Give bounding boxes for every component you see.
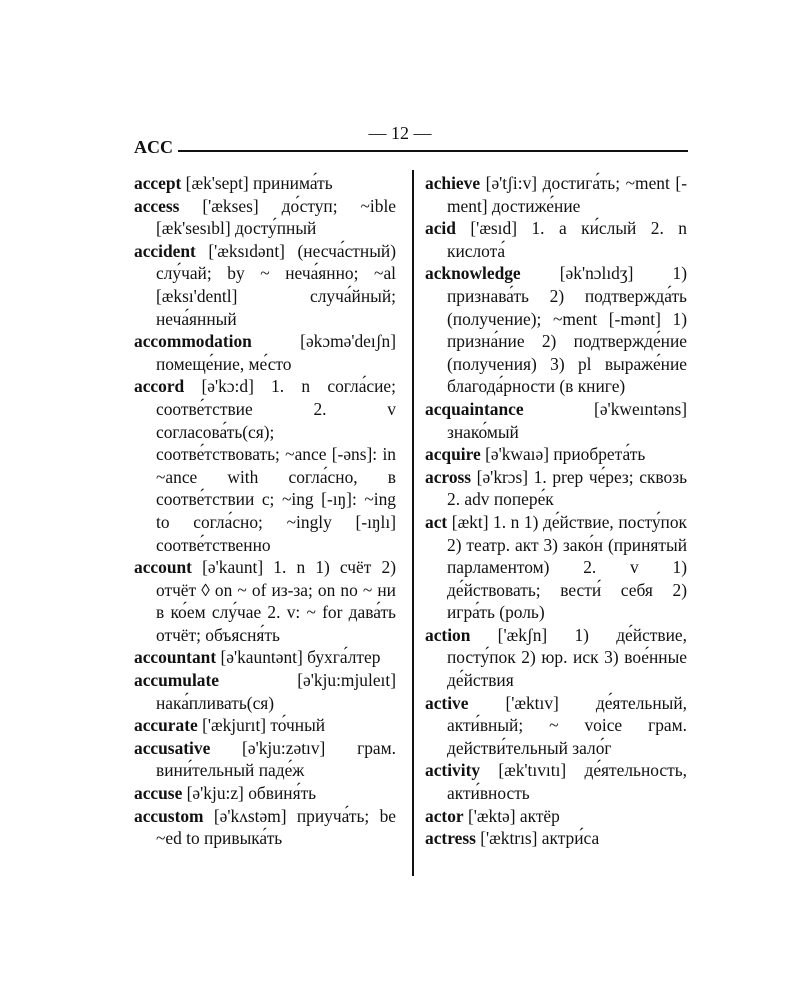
entry-definition: [ə'kauntənt] бухга́лтер <box>216 647 381 668</box>
dictionary-entry <box>425 624 687 692</box>
entry-headword: acknowledge <box>425 263 521 284</box>
dictionary-entry <box>134 737 396 782</box>
entry-definition: ['æsıd] 1. a ки́слый 2. n кислота́ <box>447 218 687 261</box>
dictionary-entry <box>134 556 396 646</box>
entry-headword: accuse <box>134 783 183 804</box>
entry-definition: ['ækses] до́ступ; ~ible [æk'sesıbl] досту́пный <box>156 195 396 239</box>
entry-definition: [ækt] 1. n 1) де́йствие, посту́пок 2) театр. акт 3) зако́н (принятый парламентом) 2. v 1) де́йствовать; вести́ себя 2) игра́ть (роль) <box>447 511 687 623</box>
entry-headword: accord <box>134 376 185 397</box>
header-rule <box>178 150 688 152</box>
entry-definition: ['æktrıs] актри́са <box>475 828 600 849</box>
dictionary-entry <box>425 827 687 850</box>
dictionary-entry <box>425 262 687 398</box>
dictionary-entry <box>134 714 396 737</box>
entry-definition: ['æktə] актёр <box>463 805 560 826</box>
entry-definition: ['ækjurıt] то́чный <box>197 715 326 736</box>
entry-headword: acid <box>425 218 456 239</box>
entry-definition: [əkɔmə'deıʃn] помеще́ние, ме́сто <box>156 331 396 374</box>
entry-headword: active <box>425 692 469 713</box>
left-column <box>134 172 396 850</box>
dictionary-entry <box>134 805 396 850</box>
entry-definition: [ək'nɔlıdʒ] 1) признава́ть 2) подтвержда́ть (получение); ~ment [-mənt] 1) призна́ние 2) подтвержде́ние (получения) 3) pl выраже́ние благода́рности (в книге) <box>447 263 687 397</box>
entry-headword: activity <box>425 760 481 781</box>
entry-headword: across <box>425 466 472 487</box>
entry-definition: [ə'kju:zətıv] грам. вини́тельный паде́ж <box>156 737 396 781</box>
dictionary-entry <box>134 172 396 195</box>
entry-headword: acquire <box>425 444 481 465</box>
dictionary-entry <box>134 782 396 805</box>
dictionary-entry <box>425 805 687 828</box>
dictionary-entry <box>134 669 396 714</box>
entry-definition: [ə'kʌstəm] приуча́ть; be ~ed to привыка́ть <box>156 805 396 849</box>
entry-headword: accumulate <box>134 670 220 691</box>
entry-headword: account <box>134 557 192 578</box>
entry-definition: ['ækʃn] 1) де́йствие, посту́пок 2) юр. иск 3) вое́нные де́йствия <box>447 624 687 691</box>
entry-definition: [æk'sept] принима́ть <box>181 173 333 193</box>
entry-definition: ['æksıdənt] (несча́стный) слу́чай; by ~ неча́янно; ~al [æksı'dentl] случа́йный; неча́янный <box>156 240 396 329</box>
entry-definition: [ə'kwaıə] приобрета́ть <box>480 444 646 465</box>
entry-headword: accommodation <box>134 331 252 352</box>
dictionary-entry <box>425 217 687 262</box>
running-header: ACC <box>134 137 173 157</box>
entry-headword: accountant <box>134 647 217 668</box>
page-number: — 12 — <box>368 123 432 143</box>
entry-headword: accusative <box>134 737 211 758</box>
entry-headword: actor <box>425 805 464 826</box>
entry-definition: [ə'krɔs] 1. prep че́рез; сквозь 2. adv попере́к <box>447 466 687 510</box>
dictionary-entry <box>134 330 396 375</box>
entry-headword: acquaintance <box>425 398 524 419</box>
entry-definition: [ə'kweıntəns] знако́мый <box>447 398 687 442</box>
dictionary-entry <box>425 511 687 624</box>
entry-headword: accident <box>134 240 196 261</box>
entry-definition: [ə'kju:mjuleıt] нака́пливать(ся) <box>156 670 396 713</box>
entry-definition: [ə'kju:z] обвиня́ть <box>182 783 317 804</box>
dictionary-entry <box>425 443 687 466</box>
entry-headword: achieve <box>425 173 481 193</box>
entry-headword: action <box>425 624 471 645</box>
dictionary-entry <box>134 375 396 556</box>
dictionary-entry <box>134 240 396 330</box>
entry-headword: access <box>134 195 180 216</box>
dictionary-entry <box>425 172 687 217</box>
entry-definition: ['æktıv] де́ятельный, акти́вный; ~ voice грам. действи́тельный зало́г <box>447 692 687 758</box>
dictionary-entry <box>134 646 396 669</box>
dictionary-entry <box>425 466 687 511</box>
dictionary-entry <box>425 759 687 804</box>
right-column <box>425 172 687 850</box>
column-divider <box>412 170 414 876</box>
entry-definition: [æk'tıvıtı] де́ятельность, акти́вность <box>447 760 687 804</box>
dictionary-entry <box>134 195 396 240</box>
dictionary-entry <box>425 692 687 760</box>
entry-headword: act <box>425 511 448 532</box>
dictionary-entry <box>425 398 687 443</box>
entry-definition: [ə'tʃi:v] достига́ть; ~ment [-ment] достиже́ние <box>447 173 687 216</box>
entry-definition: [ə'kaunt] 1. n 1) счёт 2) отчёт ◊ on ~ of из-за; on no ~ ни в ко́ем слу́чае 2. v: ~ for дава́ть отчёт; объясня́ть <box>156 557 396 645</box>
entry-headword: accurate <box>134 715 198 736</box>
entry-headword: accustom <box>134 805 204 826</box>
entry-headword: accept <box>134 173 182 193</box>
entry-definition: [ə'kɔ:d] 1. n согла́сие; соотве́тствие 2. v согласова́ть(ся); соотве́тствовать; ~ance [-əns]: in ~ance with согла́сно, в соотве́тствии с; ~ing [-ıŋ]: ~ing to согла́сно; ~ingly [-ıŋlı] соотве́тственно <box>156 376 396 555</box>
entry-headword: actress <box>425 828 476 849</box>
